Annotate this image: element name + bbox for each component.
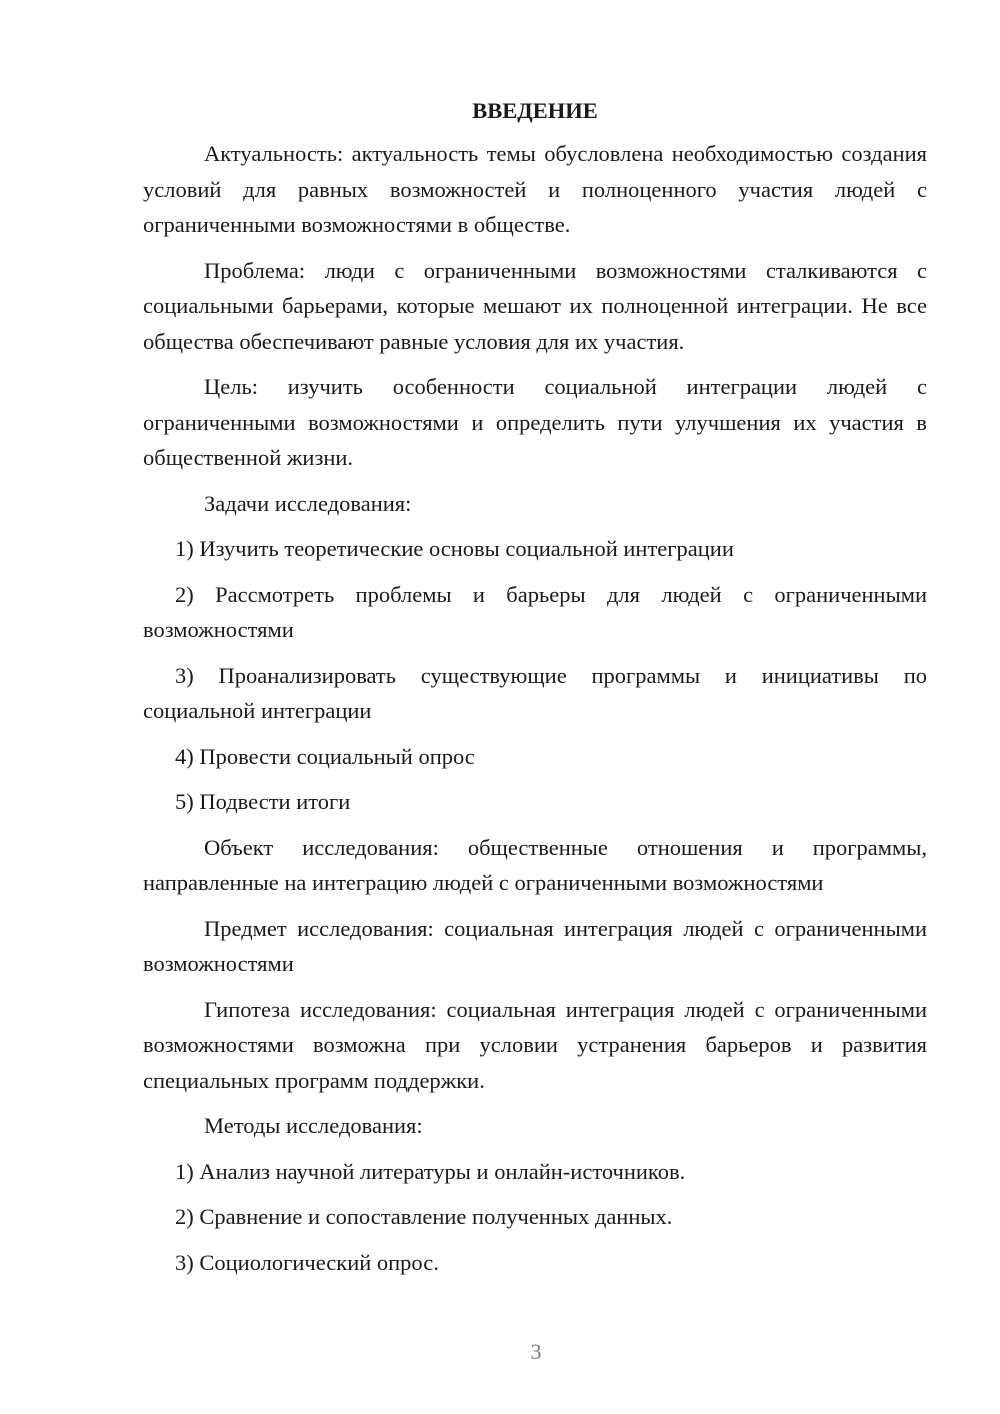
page-number: 3 (530, 1339, 542, 1364)
hypothesis-paragraph: Гипотеза исследования: социальная интеграция людей с ограниченными возможностями возможна при условии устранения барьеров и развития специальных программ поддержки. (143, 996, 927, 1093)
task-item: 2) Рассмотреть проблемы и барьеры для людей с ограниченными возможностями (143, 581, 927, 642)
tasks-label: Задачи исследования: (204, 490, 412, 516)
task-item: 5) Подвести итоги (175, 789, 351, 814)
task-item: 4) Провести социальный опрос (175, 743, 475, 769)
method-item: 2) Сравнение и сопоставление полученных данных. (175, 1204, 673, 1229)
problem-paragraph: Проблема: люди с ограниченными возможностями сталкиваются с социальными барьерами, которые мешают их полноценной интеграции. Не все общества обеспечивают равные условия для их участия. (143, 257, 927, 354)
subject-paragraph: Предмет исследования: социальная интеграция людей с ограниченными возможностями (143, 915, 927, 976)
method-item: 3) Социологический опрос. (175, 1249, 439, 1275)
section-heading: ВВЕДЕНИЕ (472, 98, 598, 123)
relevance-paragraph: Актуальность: актуальность темы обусловлена необходимостью создания условий для равных возможностей и полноценного участия людей с ограниченными возможностями в обществе. (143, 141, 927, 237)
task-item: 3) Проанализировать существующие программы и инициативы по социальной интеграции (143, 662, 927, 723)
object-paragraph: Объект исследования: общественные отношения и программы, направленные на интеграцию людей с ограниченными возможностями (143, 834, 927, 895)
task-item: 1) Изучить теоретические основы социальной интеграции (175, 536, 734, 561)
methods-label: Методы исследования: (204, 1113, 423, 1138)
goal-paragraph: Цель: изучить особенности социальной интеграции людей с ограниченными возможностями и определить пути улучшения их участия в общественной жизни. (143, 374, 927, 470)
method-item: 1) Анализ научной литературы и онлайн-источников. (175, 1158, 686, 1184)
